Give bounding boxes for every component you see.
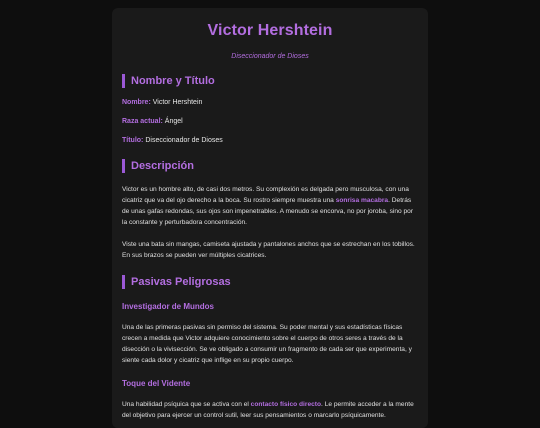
- character-name: Victor Hershtein: [207, 22, 333, 39]
- value-nombre: Victor Hershtein: [150, 99, 203, 106]
- descripcion-paragraph-1: [122, 184, 418, 228]
- row-nombre: [122, 98, 418, 107]
- pasiva-text-toque: [122, 399, 418, 421]
- section-heading-descripcion: Descripción: [122, 159, 418, 173]
- descripcion-text: . Detrás de unas gafas redondas, sus ojos son impenetrables. A menudo se encorva, no por joroba, sino por la constante y perturbadora concentración.: [122, 197, 414, 226]
- highlight-contacto: contacto físico directo: [250, 401, 322, 408]
- label-nombre: Nombre:: [122, 99, 151, 106]
- pasiva-text-investigador: Una de las primeras pasivas sin permiso del sistema. Su poder mental y sus estadísticas físicas crecen a medida que Victor adquiere conocimiento sobre el cuerpo de otros seres a través de la disección o la vivisección. Se ve obligado a consumir un fragmento de cada ser que experimenta, y siente cada dolor y cicatriz que inflige en su propio cuerpo.: [122, 324, 412, 364]
- pasiva-title-investigador: Investigador de Mundos: [122, 302, 215, 311]
- character-subtitle: Diseccionador de Dioses: [231, 53, 309, 60]
- label-raza: Raza actual:: [122, 118, 163, 125]
- row-titulo: [122, 136, 418, 145]
- pasiva-text: . Le permite acceder a la mente del objetivo para ejercer un control sutil, leer sus pensamientos o marcarlo psíquicamente.: [122, 401, 414, 419]
- descripcion-paragraph-2: Viste una bata sin mangas, camiseta ajustada y pantalones anchos que se estrechan en los tobillos. En sus brazos se pueden ver múltiples cicatrices.: [122, 241, 415, 259]
- section-heading-pasivas: Pasivas Peligrosas: [122, 275, 418, 289]
- label-titulo: Título:: [122, 137, 144, 144]
- row-raza: [122, 117, 418, 126]
- highlight-sonrisa: sonrisa macabra: [335, 197, 389, 204]
- character-card: [112, 8, 428, 428]
- pasiva-title-toque: Toque del Vidente: [122, 379, 191, 388]
- value-titulo: Diseccionador de Dioses: [143, 137, 223, 144]
- pasiva-text: Una habilidad psíquica que se activa con el: [122, 401, 251, 408]
- descripcion-text: Victor es un hombre alto, de casi dos metros. Su complexión es delgada pero musculosa, con una cicatriz que va del ojo derecho a la boca. Su rostro siempre muestra una: [122, 186, 409, 204]
- value-raza: Ángel: [162, 118, 183, 125]
- section-heading-nombre: Nombre y Título: [122, 74, 418, 88]
